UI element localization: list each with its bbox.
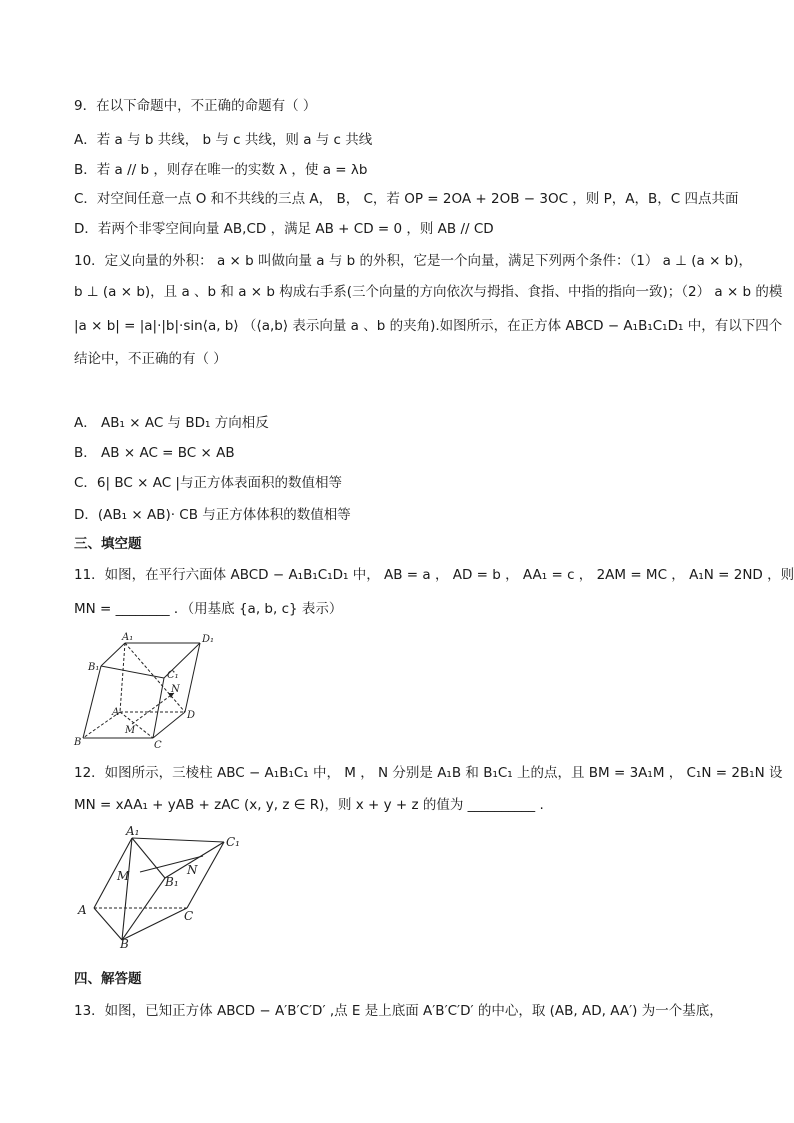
- fig11-label-b: B: [74, 737, 82, 748]
- fig11-label-b1: B₁: [88, 662, 100, 673]
- q9-option-c: C．对空间任意一点 O 和不共线的三点 A， B， C，若 OP = 2OA + 2OB − 3OC ，则 P，A，B，C 四点共面: [74, 191, 739, 207]
- fig11-label-c1: C₁: [167, 670, 179, 681]
- fig12-label-m: M: [117, 869, 130, 883]
- fig11-label-a: A: [112, 707, 120, 718]
- q9-option-b: B．若 a // b ，则存在唯一的实数 λ ，使 a = λb: [74, 162, 368, 178]
- q13-line1: 13．如图，已知正方体 ABCD − A′B′C′D′ ,点 E 是上底面 A′B′C′D′ 的中心，取 (AB, AD, AA′) 为一个基底，: [74, 1003, 723, 1019]
- section-4-heading: 四、解答题: [74, 971, 142, 987]
- q10-line4: 结论中，不正确的有（ ）: [74, 351, 227, 367]
- fig11-label-n: N: [171, 684, 180, 695]
- q9-option-a: A．若 a 与 b 共线， b 与 c 共线，则 a 与 c 共线: [74, 132, 373, 148]
- q12-line2: MN = xAA₁ + yAB + zAC (x, y, z ∈ R)，则 x + y + z 的值为 __________ .: [74, 797, 544, 813]
- fig11-label-c: C: [154, 740, 162, 751]
- fig11-label-d1: D₁: [202, 634, 215, 645]
- q11-line2: MN = ________ ．（用基底 {a, b, c} 表示）: [74, 601, 343, 617]
- fig12-label-a: A: [78, 903, 87, 917]
- fig12-label-c: C: [184, 909, 194, 923]
- q10-option-d: D．(AB₁ × AB)· CB 与正方体体积的数值相等: [74, 507, 351, 523]
- q10-line3: |a × b| = |a|·|b|·sin⟨a, b⟩ （⟨a,b⟩ 表示向量 a 、b 的夹角).如图所示，在正方体 ABCD − A₁B₁C₁D₁ 中，有以下四个: [74, 318, 783, 334]
- q10-option-a: A． AB₁ × AC 与 BD₁ 方向相反: [74, 415, 269, 431]
- q10-line2: b ⊥ (a × b)，且 a 、b 和 a × b 构成右手系(三个向量的方向依次与拇指、食指、中指的指向一致)；（2） a × b 的模: [74, 284, 783, 300]
- fig11-label-a1: A₁: [122, 632, 134, 643]
- q11-parallelepiped-figure: [70, 630, 230, 752]
- q11-line1: 11．如图，在平行六面体 ABCD − A₁B₁C₁D₁ 中， AB = a ， AD = b ， AA₁ = c ， 2AM = MC ， A₁N = 2ND ，则: [74, 567, 794, 583]
- fig12-label-n: N: [187, 863, 198, 877]
- fig11-label-d: D: [187, 710, 196, 721]
- fig12-label-b: B: [120, 937, 129, 948]
- q10-option-b: B． AB × AC = BC × AB: [74, 445, 235, 461]
- q12-line1: 12．如图所示，三棱柱 ABC − A₁B₁C₁ 中， M ， N 分别是 A₁B 和 B₁C₁ 上的点，且 BM = 3A₁M ， C₁N = 2B₁N 设: [74, 765, 783, 781]
- fig12-label-c1: C₁: [226, 835, 240, 849]
- q9-stem: 9．在以下命题中，不正确的命题有（ ）: [74, 98, 317, 114]
- q12-prism-figure: [70, 822, 250, 948]
- fig11-label-m: M: [125, 725, 136, 736]
- fig12-label-a1: A₁: [126, 824, 140, 838]
- fig12-label-b1: B₁: [165, 875, 179, 889]
- q10-line1: 10．定义向量的外积： a × b 叫做向量 a 与 b 的外积，它是一个向量，满足下列两个条件：（1） a ⊥ (a × b)，: [74, 253, 753, 269]
- section-3-heading: 三、填空题: [74, 536, 142, 552]
- q9-option-d: D．若两个非零空间向量 AB,CD ，满足 AB + CD = 0 ，则 AB // CD: [74, 221, 494, 237]
- q10-option-c: C．6| BC × AC |与正方体表面积的数值相等: [74, 475, 342, 491]
